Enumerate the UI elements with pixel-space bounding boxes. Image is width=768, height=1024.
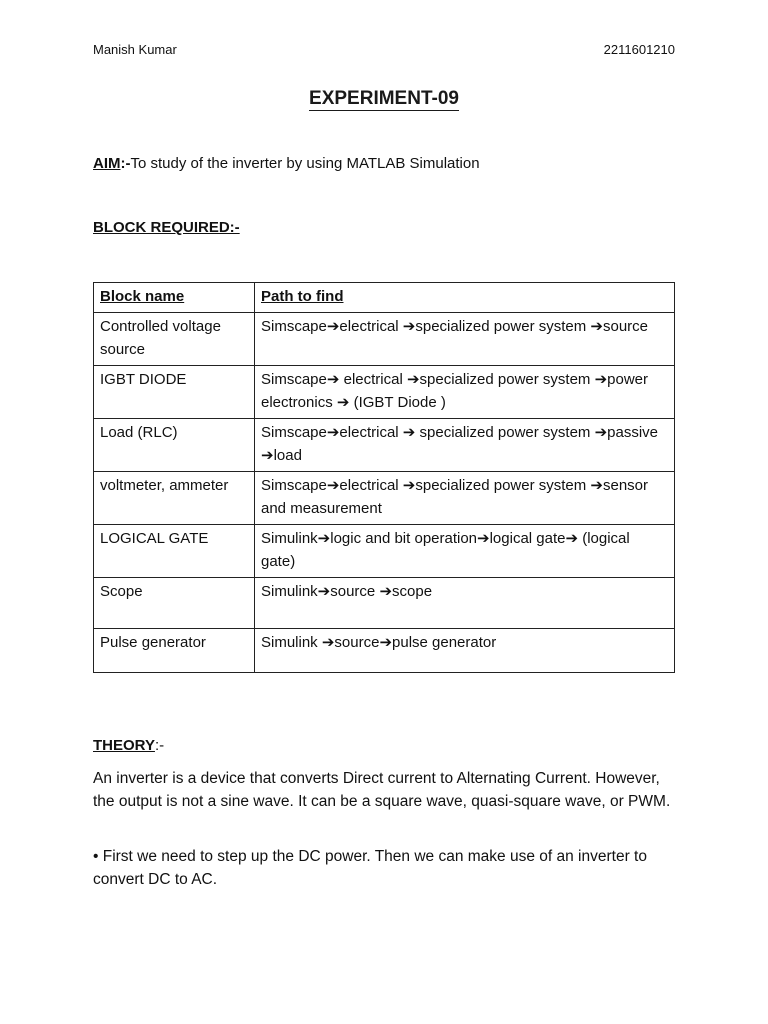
table-row: [94, 578, 675, 629]
roll-number: 2211601210: [603, 42, 675, 57]
page-title-text: EXPERIMENT-09: [309, 88, 459, 109]
aim-separator: :-: [120, 155, 131, 172]
theory-separator: :-: [154, 737, 165, 754]
aim-line: [93, 155, 480, 172]
path-cell: Simulink ➔source➔pulse generator: [255, 629, 675, 673]
theory-bullet: • First we need to step up the DC power. Then we can make use of an inverter to convert DC to AC.: [93, 848, 647, 888]
path-cell: Simscape➔electrical ➔ specialized power system ➔passive ➔load: [255, 419, 675, 472]
theory-paragraph: An inverter is a device that converts Direct current to Alternating Current. However, the output is not a sine wave. It can be a square wave, quasi-square wave, or PWM.: [93, 770, 671, 810]
path-cell: Simscape➔ electrical ➔specialized power system ➔power electronics ➔ (IGBT Diode ): [255, 366, 675, 419]
blocks-required-heading: BLOCK REQUIRED:-: [93, 219, 240, 236]
block-name-cell: Controlled voltage source: [94, 313, 255, 366]
block-name-cell: voltmeter, ammeter: [94, 472, 255, 525]
page-title: [0, 88, 768, 110]
table-header-row: [94, 283, 675, 313]
block-name-cell: IGBT DIODE: [94, 366, 255, 419]
block-name-cell: Pulse generator: [94, 629, 255, 673]
header-block-name: Block name: [94, 283, 255, 313]
block-name-cell: LOGICAL GATE: [94, 525, 255, 578]
header-path-to-find: Path to find: [255, 283, 675, 313]
blocks-table: [93, 282, 675, 673]
path-cell: Simulink➔source ➔scope: [255, 578, 675, 629]
aim-label: AIM: [93, 155, 121, 172]
author-name: Manish Kumar: [93, 42, 177, 57]
path-cell: Simscape➔electrical ➔specialized power system ➔sensor and measurement: [255, 472, 675, 525]
table-row: [94, 419, 675, 472]
table-row: [94, 629, 675, 673]
aim-text: To study of the inverter by using MATLAB Simulation: [130, 155, 480, 172]
block-name-cell: Scope: [94, 578, 255, 629]
theory-heading: [93, 737, 164, 754]
path-cell: Simulink➔logic and bit operation➔logical gate➔ (logical gate): [255, 525, 675, 578]
block-name-cell: Load (RLC): [94, 419, 255, 472]
table-row: [94, 313, 675, 366]
table-row: [94, 366, 675, 419]
table-row: [94, 525, 675, 578]
table-row: [94, 472, 675, 525]
path-cell: Simscape➔electrical ➔specialized power system ➔source: [255, 313, 675, 366]
theory-label: THEORY: [93, 737, 155, 754]
